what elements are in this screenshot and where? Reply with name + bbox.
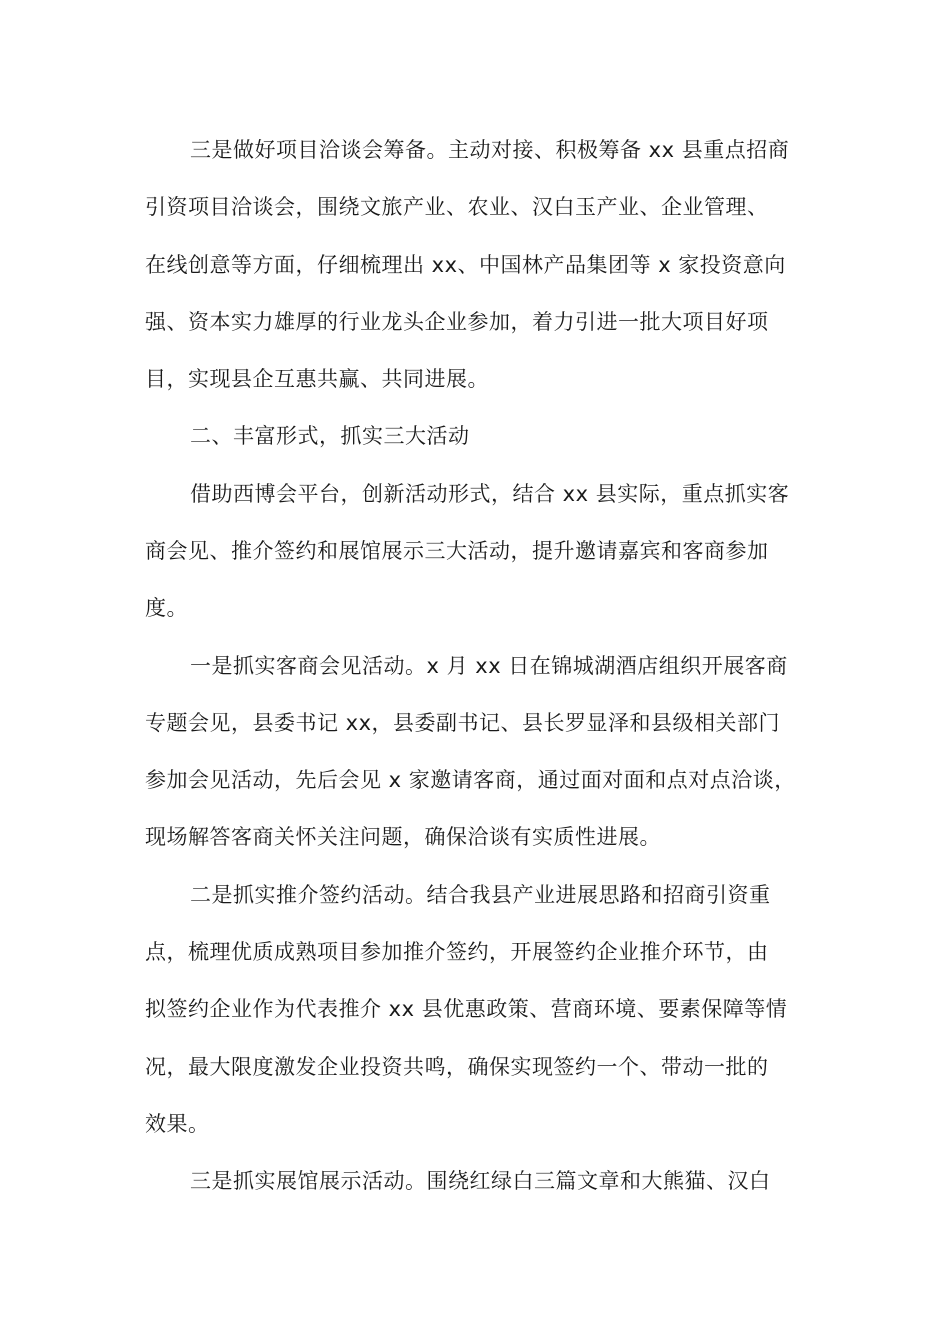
paragraph-1-line-5: 目，实现县企互惠共赢、共同进展。	[145, 367, 489, 391]
paragraph-3-line-3: 参加会见活动，先后会见 x 家邀请客商，通过面对面和点对点洽谈，	[145, 768, 796, 792]
paragraph-3-line-4: 现场解答客商关怀关注问题，确保洽谈有实质性进展。	[145, 825, 661, 849]
paragraph-2-line-1: 借助西博会平台，创新活动形式，结合 xx 县实际，重点抓实客	[190, 482, 790, 506]
paragraph-1-line-4: 强、资本实力雄厚的行业龙头企业参加，着力引进一批大项目好项	[145, 310, 769, 334]
section-heading: 二、丰富形式，抓实三大活动	[190, 424, 470, 448]
paragraph-4-line-4: 况，最大限度激发企业投资共鸣，确保实现签约一个、带动一批的	[145, 1055, 769, 1079]
paragraph-4-line-3: 拟签约企业作为代表推介 xx 县优惠政策、营商环境、要素保障等情	[145, 997, 788, 1021]
paragraph-1-line-2: 引资项目洽谈会，围绕文旅产业、农业、汉白玉产业、企业管理、	[145, 195, 769, 219]
paragraph-3-line-2: 专题会见，县委书记 xx，县委副书记、县长罗显泽和县级相关部门	[145, 711, 781, 735]
paragraph-1-line-1: 三是做好项目洽谈会筹备。主动对接、积极筹备 xx 县重点招商	[190, 138, 790, 162]
paragraph-2-line-2: 商会见、推介签约和展馆展示三大活动，提升邀请嘉宾和客商参加	[145, 539, 769, 563]
paragraph-3-line-1: 一是抓实客商会见活动。x 月 xx 日在锦城湖酒店组织开展客商	[190, 654, 788, 678]
paragraph-4-line-1: 二是抓实推介签约活动。结合我县产业进展思路和招商引资重	[190, 883, 771, 907]
paragraph-4-line-5: 效果。	[145, 1112, 210, 1136]
paragraph-2-line-3: 度。	[145, 596, 188, 620]
paragraph-1-line-3: 在线创意等方面，仔细梳理出 xx、中国林产品集团等 x 家投资意向	[145, 253, 786, 277]
paragraph-4-line-2: 点，梳理优质成熟项目参加推介签约，开展签约企业推介环节，由	[145, 940, 769, 964]
paragraph-5-line-1: 三是抓实展馆展示活动。围绕红绿白三篇文章和大熊猫、汉白	[190, 1169, 771, 1193]
